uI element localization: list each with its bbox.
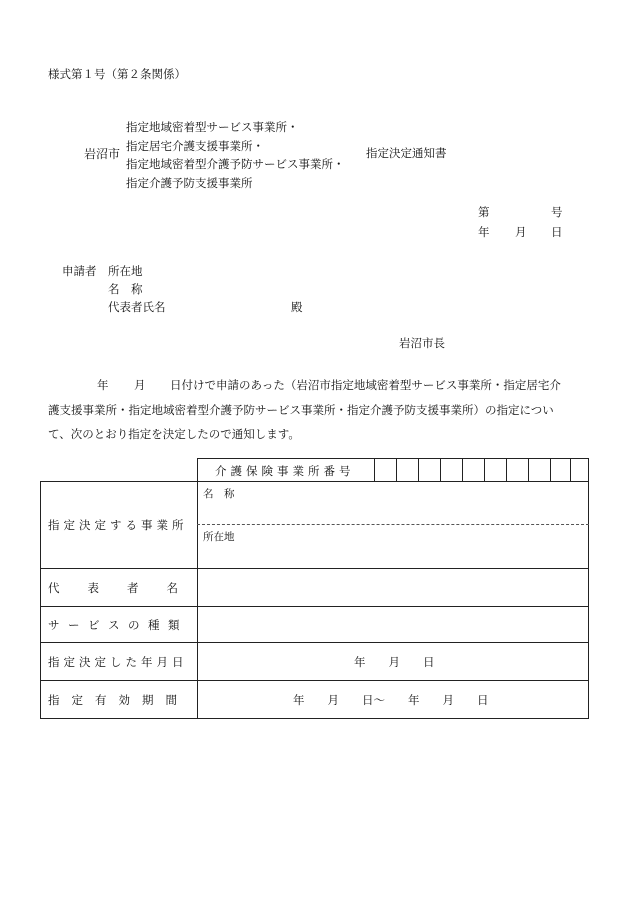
doc-number-dai: 第 [478, 205, 490, 219]
insurance-number-label: 介護保険事業所番号 [215, 464, 355, 478]
office-label: 指定決定する事業所 [48, 518, 188, 532]
doc-date-day: 日 [551, 225, 563, 239]
doc-number-go: 号 [551, 205, 563, 219]
title-city: 岩沼市 [84, 147, 121, 161]
applicant-address-label: 所在地 [108, 264, 143, 278]
doc-date-year: 年 [478, 225, 490, 239]
applicant-heading: 申請者 [62, 264, 97, 278]
title-type-1: 指定地域密着型サービス事業所・ [126, 120, 299, 134]
form-number-label: 様式第１号（第２条関係） [48, 67, 186, 81]
title-type-2: 指定居宅介護支援事業所・ [126, 138, 264, 153]
service-type-label: サービスの種類 [48, 618, 188, 632]
body-line-3: て、次のとおり指定を決定したので通知します。 [48, 427, 300, 441]
title-type-3: 指定地域密着型介護予防サービス事業所・ [126, 157, 345, 171]
office-name-label: 名 称 [203, 488, 235, 500]
validity-period-value: 年 月 日～ 年 月 日 [293, 693, 489, 707]
decision-date-value: 年 月 日 [354, 655, 435, 669]
body-year: 年 [97, 378, 109, 392]
body-line-1: 日付けで申請のあった（岩沼市指定地域密着型サービス事業所・指定居宅介 [170, 378, 561, 392]
body-line-2: 護支援事業所・指定地域密着型介護予防サービス事業所・指定介護予防支援事業所）の指定につい [48, 403, 554, 417]
body-month: 月 [134, 378, 146, 392]
title-type-4: 指定介護予防支援事業所 [126, 175, 253, 190]
title-suffix: 指定決定通知書 [366, 146, 447, 160]
decision-date-label: 指定決定した年月日 [48, 655, 188, 669]
applicant-honorific: 殿 [291, 300, 303, 314]
doc-date-month: 月 [515, 225, 527, 239]
title-types [126, 118, 345, 192]
representative-label: 代表者名 [48, 581, 206, 595]
office-address-label: 所在地 [203, 531, 235, 543]
applicant-name-label: 名 称 [108, 282, 143, 296]
issuer-name: 岩沼市長 [399, 336, 445, 350]
applicant-rep-label: 代表者氏名 [108, 300, 166, 314]
validity-period-label: 指定有効期間 [48, 693, 189, 707]
